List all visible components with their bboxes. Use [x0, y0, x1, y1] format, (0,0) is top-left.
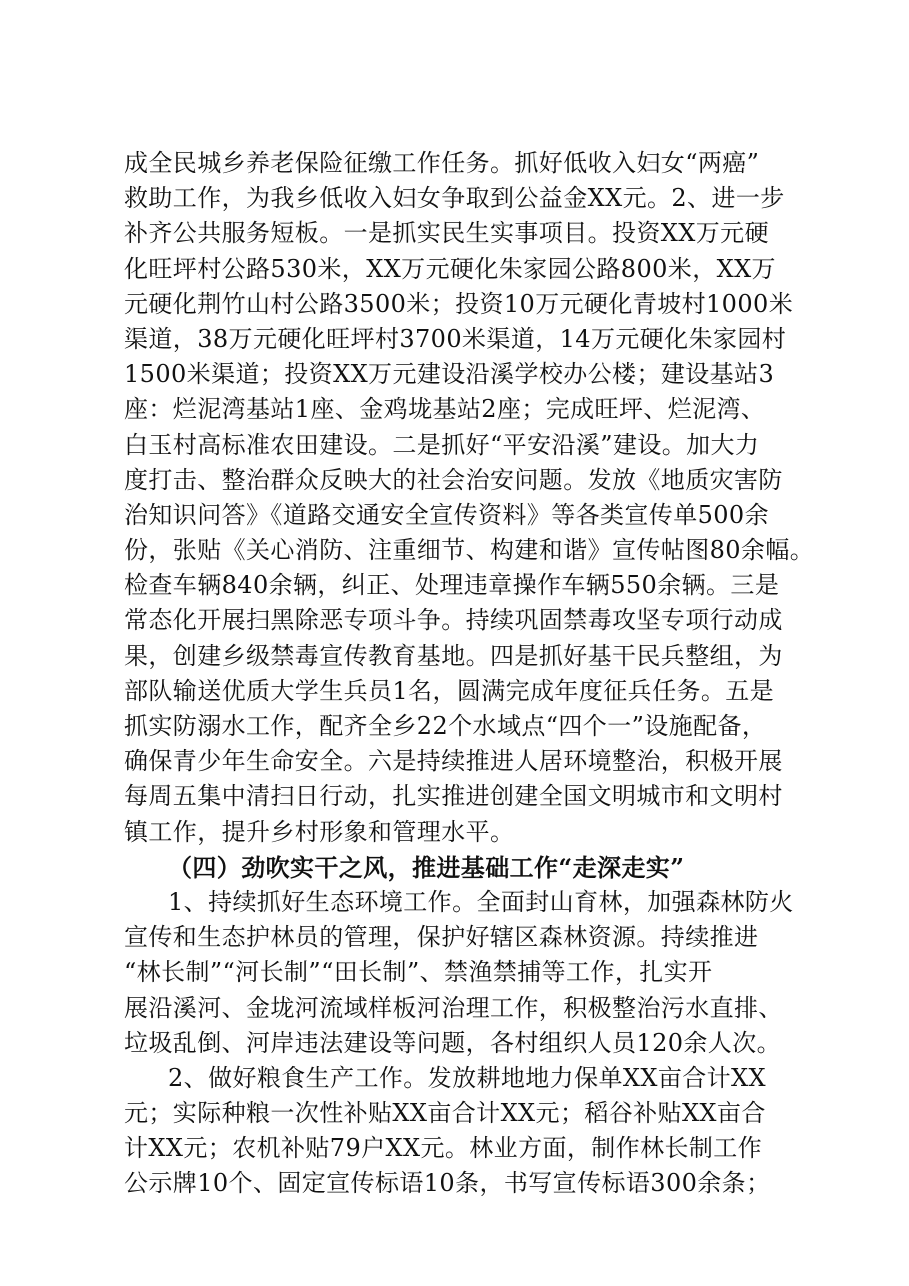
- text-line: 元；实际种粮一次性补贴XX亩合计XX元；稻谷补贴XX亩合: [124, 1099, 766, 1128]
- text-line: 成全民城乡养老保险征缴工作任务。抓好低收入妇女“两癌”: [124, 149, 760, 177]
- text-line: 常态化开展扫黑除恶专项斗争。持续巩固禁毒攻坚专项行动成: [124, 606, 783, 635]
- text-line: 每周五集中清扫日行动，扎实推进创建全国文明城市和文明村: [124, 782, 783, 811]
- text-line: 治知识问答》《道路交通安全宣传资料》等各类宣传单500余: [124, 500, 770, 529]
- text-line: 镇工作，提升乡村形象和管理水平。: [124, 817, 515, 846]
- text-line: 救助工作，为我乡低收入妇女争取到公益金XX元。2、进一步: [124, 184, 785, 213]
- text-line: 元硬化荆竹山村公路3500米；投资10万元硬化青坡村1000米: [124, 289, 794, 318]
- text-line: 座：烂泥湾基站1座、金鸡垅基站2座；完成旺坪、烂泥湾、: [124, 395, 766, 424]
- text-line: 公示牌10个、固定宣传标语10条，书写宣传标语300余条；: [124, 1169, 771, 1198]
- text-line: 渠道，38万元硬化旺坪村3700米渠道，14万元硬化朱家园村: [124, 324, 787, 353]
- text-line: 补齐公共服务短板。一是抓实民生实事项目。投资XX万元硬: [124, 219, 769, 248]
- text-line: 果，创建乡级禁毒宣传教育基地。四是抓好基干民兵整组，为: [124, 641, 783, 670]
- text-line: 计XX元；农机补贴79户XX元。林业方面，制作林长制工作: [124, 1134, 763, 1163]
- section-heading: （四）劲吹实干之风，推进基础工作“走深走实”: [168, 852, 685, 882]
- text-line: 部队输送优质大学生兵员1名，圆满完成年度征兵任务。五是: [124, 676, 775, 705]
- text-line: 2、做好粮食生产工作。发放耕地地力保单XX亩合计XX: [168, 1063, 767, 1092]
- text-line: 展沿溪河、金垅河流域样板河治理工作，积极整治污水直排、: [124, 993, 783, 1022]
- text-line: “林长制”“河长制”“田长制”、禁渔禁捕等工作，扎实开: [124, 958, 713, 987]
- text-line: 1、持续抓好生态环境工作。全面封山育林，加强森林防火: [168, 887, 794, 916]
- text-line: 白玉村高标准农田建设。二是抓好“平安沿溪”建设。加大力: [124, 430, 760, 459]
- body-text: [124, 146, 814, 1202]
- text-line: 份，张贴《关心消防、注重细节、构建和谐》宣传帖图80余幅。: [124, 536, 815, 565]
- text-line: 宣传和生态护林员的管理，保护好辖区森林资源。持续推进: [124, 923, 759, 952]
- text-line: 度打击、整治群众反映大的社会治安问题。发放《地质灾害防: [124, 465, 783, 494]
- text-line: 检查车辆840余辆，纠正、处理违章操作车辆550余辆。三是: [124, 571, 780, 600]
- text-line: 抓实防溺水工作，配齐全乡22个水域点“四个一”设施配备，: [124, 712, 767, 740]
- text-line: 垃圾乱倒、河岸违法建设等问题，各村组织人员120余人次。: [124, 1028, 782, 1057]
- text-line: 化旺坪村公路530米，XX万元硬化朱家园公路800米，XX万: [124, 254, 776, 283]
- text-line: 1500米渠道；投资XX万元建设沿溪学校办公楼；建设基站3: [124, 360, 775, 389]
- text-line: 确保青少年生命安全。六是持续推进人居环境整治，积极开展: [124, 747, 783, 776]
